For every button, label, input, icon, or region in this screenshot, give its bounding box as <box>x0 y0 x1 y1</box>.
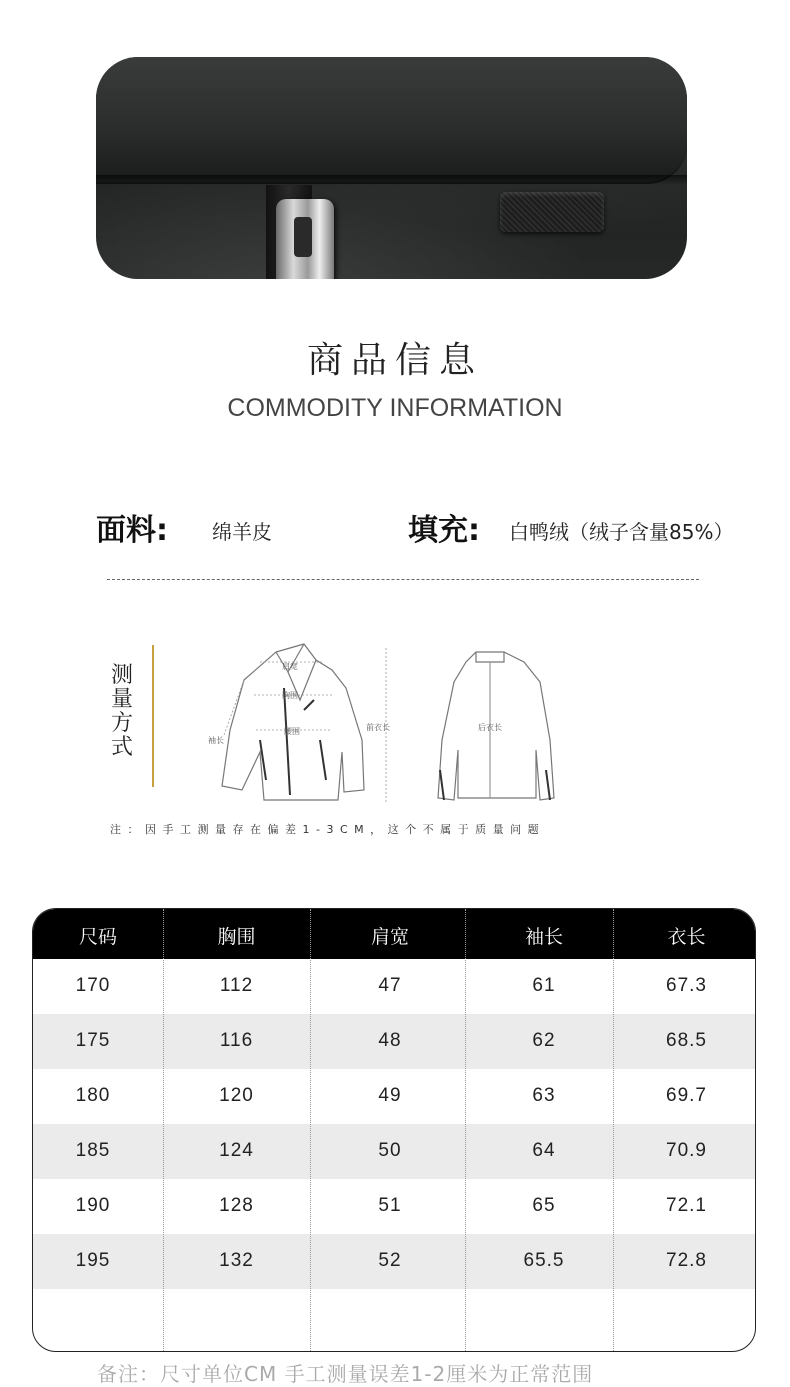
cell-size: 190 <box>75 1195 111 1216</box>
fabric-value: 绵羊皮 <box>212 520 272 544</box>
product-detail-photo <box>96 57 687 279</box>
jacket-measurement-diagram <box>204 640 568 808</box>
cell-length: 70.9 <box>666 1140 707 1161</box>
table-row <box>33 959 755 1014</box>
diagram-label-back-length: 后衣长 <box>478 723 502 732</box>
table-row <box>33 1014 755 1069</box>
column-divider <box>163 909 164 1351</box>
flap-shadow <box>96 175 687 185</box>
filling-value: 白鸭绒（绒子含量85%） <box>509 520 734 544</box>
table-remark: 备注：尺寸单位CM 手工测量误差1-2厘米为正常范围 <box>97 1362 594 1386</box>
cell-shoulder: 49 <box>378 1085 402 1106</box>
diagram-label-chest: 胸围 <box>282 691 298 700</box>
section-title: 商品信息 <box>306 340 483 381</box>
fabric-loop <box>500 192 604 232</box>
divider <box>107 579 699 580</box>
diagram-label-sleeve: 袖长 <box>208 736 224 745</box>
cell-chest: 124 <box>219 1140 254 1161</box>
diagram-label-front-length: 前衣长 <box>366 723 390 732</box>
cell-sleeve: 65 <box>532 1195 556 1216</box>
table-row <box>33 1124 755 1179</box>
cell-chest: 120 <box>219 1085 254 1106</box>
filling-label: 填充: <box>408 513 480 548</box>
size-table <box>32 908 756 1352</box>
header-sleeve: 袖长 <box>524 926 563 948</box>
header-size: 尺码 <box>78 926 117 948</box>
table-row <box>33 1179 755 1234</box>
cell-size: 175 <box>75 1030 111 1051</box>
column-divider <box>310 909 311 1351</box>
zipper-slot <box>294 217 312 257</box>
section-subtitle: COMMODITY INFORMATION <box>227 394 563 422</box>
cell-length: 72.1 <box>666 1195 707 1216</box>
header-chest: 胸围 <box>217 926 256 948</box>
cell-length: 68.5 <box>666 1030 707 1051</box>
table-row <box>33 1069 755 1124</box>
cell-length: 72.8 <box>666 1250 707 1271</box>
cell-length: 67.3 <box>666 975 707 996</box>
measurement-note: 注：因手工测量存在偏差1-3CM，这个不属于质量问题 <box>110 823 546 836</box>
front-measure-lines <box>224 648 386 802</box>
diagram-label-shoulder: 肩宽 <box>282 662 298 671</box>
header-shoulder: 肩宽 <box>370 926 409 948</box>
cell-shoulder: 51 <box>378 1195 402 1216</box>
cell-sleeve: 62 <box>532 1030 556 1051</box>
cell-size: 180 <box>75 1085 111 1106</box>
cell-length: 69.7 <box>666 1085 707 1106</box>
leather-flap <box>96 57 687 184</box>
cell-size: 195 <box>75 1250 111 1271</box>
diagram-label-waist: 腰围 <box>284 727 300 736</box>
cell-sleeve: 61 <box>532 975 556 996</box>
cell-shoulder: 47 <box>378 975 402 996</box>
cell-chest: 132 <box>219 1250 254 1271</box>
column-divider <box>613 909 614 1351</box>
fabric-label: 面料: <box>96 513 168 548</box>
cell-chest: 116 <box>219 1030 254 1051</box>
cell-sleeve: 63 <box>532 1085 556 1106</box>
column-divider <box>465 909 466 1351</box>
cell-shoulder: 52 <box>378 1250 402 1271</box>
cell-size: 170 <box>75 975 111 996</box>
cell-sleeve: 64 <box>532 1140 556 1161</box>
table-row <box>33 1234 755 1289</box>
cell-chest: 128 <box>219 1195 254 1216</box>
cell-sleeve: 65.5 <box>523 1250 565 1271</box>
table-header <box>33 909 755 959</box>
cell-shoulder: 48 <box>378 1030 402 1051</box>
cell-size: 185 <box>75 1140 111 1161</box>
header-length: 衣长 <box>667 926 706 948</box>
cell-chest: 112 <box>219 975 254 996</box>
accent-bar <box>152 645 154 787</box>
measurement-method-label: 测量方式 <box>110 663 133 760</box>
cell-shoulder: 50 <box>378 1140 402 1161</box>
